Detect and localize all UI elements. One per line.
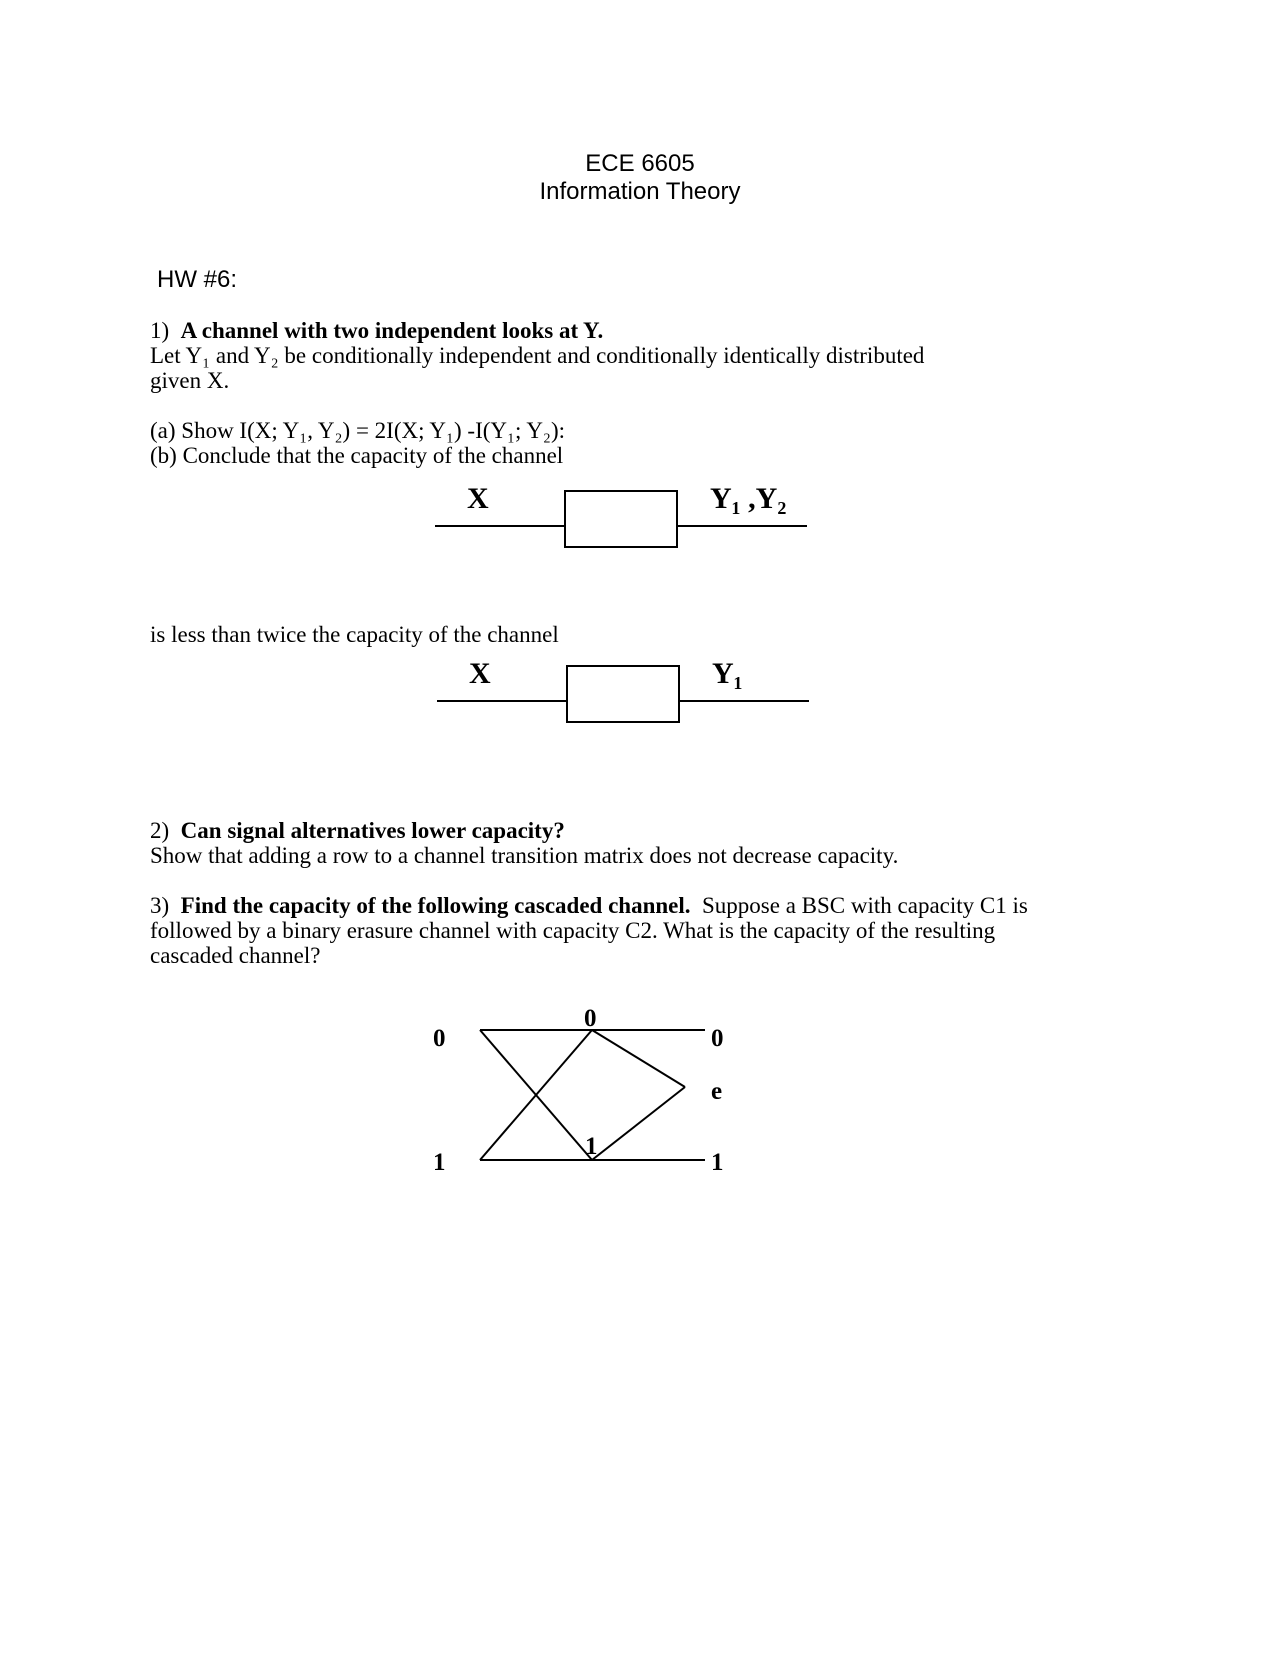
- problem-2-title: Can signal alternatives lower capacity?: [180, 818, 565, 843]
- input-top-label: 0: [433, 1025, 446, 1052]
- input-label: X: [469, 657, 491, 690]
- output-bottom-label: 1: [711, 1149, 724, 1176]
- output-top-label: 0: [711, 1025, 724, 1052]
- problem-1-part-b: (b) Conclude that the capacity of the channel: [150, 443, 564, 468]
- input-bottom-label: 1: [433, 1149, 446, 1176]
- problem-1-part-a: (a) Show I(X; Y₁, Y₂) = 2I(X; Y₁) -I(Y₁; Y₂):: [150, 418, 565, 443]
- problem-3-line1: [150, 893, 1028, 918]
- channel-diagram-single-look: [420, 645, 820, 735]
- problem-3-text-1: Suppose a BSC with capacity C1 is: [702, 893, 1028, 918]
- hw-label: HW #6:: [157, 266, 238, 293]
- bec-top-erasure: [592, 1030, 685, 1087]
- mid-bottom-label: 1: [585, 1133, 598, 1160]
- output-erasure-label: e: [711, 1078, 723, 1105]
- problem-2-heading: [150, 818, 565, 843]
- problem-1-number: 1): [150, 318, 170, 343]
- channel-box: [565, 491, 677, 547]
- problem-2-text: Show that adding a row to a channel transition matrix does not decrease capacity.: [150, 843, 899, 868]
- course-title: ECE 6605: [585, 150, 695, 177]
- problem-1-line1: Let Y₁ and Y₂ be conditionally independent and conditionally identically distributed: [150, 343, 925, 368]
- channel-diagram-two-looks: [420, 470, 820, 560]
- channel-box: [567, 666, 679, 722]
- output-label: Y₁: [712, 657, 743, 690]
- problem-3-line2: followed by a binary erasure channel with capacity C2. What is the capacity of the resulting: [150, 918, 996, 943]
- output-label: Y₁ ,Y₂: [710, 482, 787, 515]
- mid-top-label: 0: [584, 1005, 597, 1032]
- problem-1-heading: [150, 318, 603, 343]
- bec-bottom-erasure: [592, 1087, 685, 1160]
- input-label: X: [467, 482, 489, 515]
- problem-1-title: A channel with two independent looks at Y.: [180, 318, 604, 343]
- problem-3-number: 3): [150, 893, 170, 918]
- problem-3-line3: cascaded channel?: [150, 943, 321, 968]
- problem-2-number: 2): [150, 818, 170, 843]
- cascaded-channel-diagram: [420, 995, 750, 1185]
- problem-1-middle-text: is less than twice the capacity of the channel: [150, 622, 559, 647]
- course-subject: Information Theory: [539, 178, 741, 205]
- problem-1-line2: given X.: [150, 368, 230, 393]
- problem-3-title: Find the capacity of the following cascaded channel.: [180, 893, 691, 918]
